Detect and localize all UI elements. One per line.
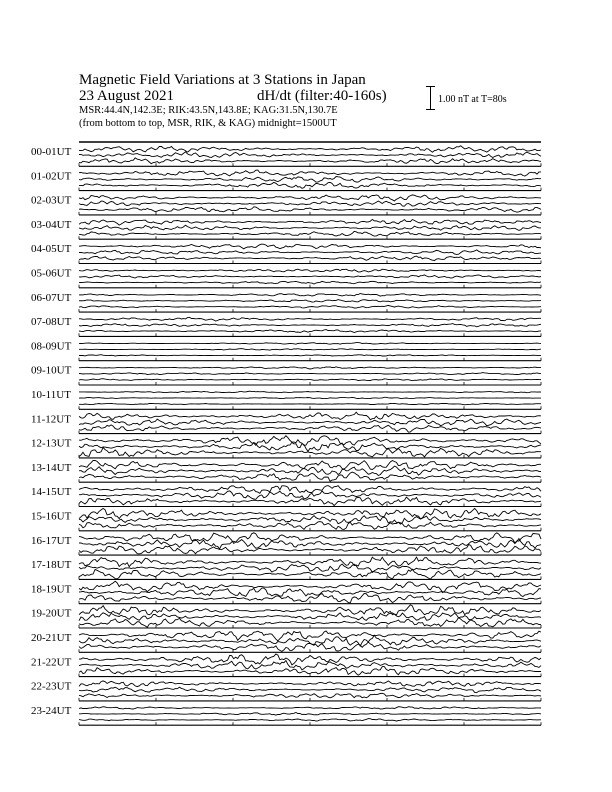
trace-msr xyxy=(79,182,541,188)
trace-kag xyxy=(79,219,541,225)
hour-label: 01-02UT xyxy=(31,170,72,183)
scale-bar-label: 1.00 nT at T=80s xyxy=(438,94,507,105)
trace-rik xyxy=(79,661,541,670)
trace-msr xyxy=(79,256,541,260)
trace-kag xyxy=(79,654,541,665)
hour-label: 13-14UT xyxy=(31,461,72,474)
trace-msr xyxy=(79,379,541,381)
trace-kag xyxy=(79,391,541,393)
trace-kag xyxy=(79,146,541,152)
hour-label: 04-05UT xyxy=(31,243,72,256)
trace-rik xyxy=(79,225,541,230)
hour-label: 16-17UT xyxy=(31,534,72,547)
chart-date: 23 August 2021 xyxy=(79,88,175,104)
trace-kag xyxy=(79,557,541,567)
trace-msr xyxy=(79,719,541,722)
trace-rik xyxy=(79,588,541,597)
trace-rik xyxy=(79,275,541,278)
hour-label: 06-07UT xyxy=(31,291,72,304)
trace-msr xyxy=(79,231,541,236)
trace-msr xyxy=(79,207,541,212)
hour-label: 14-15UT xyxy=(31,486,72,499)
hour-label: 12-13UT xyxy=(31,437,72,450)
station-order-note: (from bottom to top, MSR, RIK, & KAG) midnight=1500UT xyxy=(79,118,337,129)
hour-label: 05-06UT xyxy=(31,267,72,280)
hour-label: 19-20UT xyxy=(31,607,72,620)
trace-msr xyxy=(79,158,541,164)
trace-kag xyxy=(79,707,541,709)
hour-label: 17-18UT xyxy=(31,559,72,572)
trace-kag xyxy=(79,605,541,615)
hour-label: 08-09UT xyxy=(31,340,72,353)
trace-rik xyxy=(79,419,541,426)
trace-kag xyxy=(79,486,541,494)
trace-rik xyxy=(79,300,541,303)
hour-label: 00-01UT xyxy=(31,146,72,158)
trace-kag xyxy=(79,367,541,369)
station-coordinates: MSR:44.4N,142.3E; RIK:43.5N,143.8E; KAG:31.5N,130.7E xyxy=(79,105,338,116)
trace-kag xyxy=(79,681,541,687)
trace-msr xyxy=(79,330,541,333)
trace-rik xyxy=(79,713,541,716)
trace-kag xyxy=(79,294,541,297)
hour-label: 03-04UT xyxy=(31,218,72,231)
trace-kag xyxy=(79,631,541,641)
trace-kag xyxy=(79,412,541,420)
hour-label: 02-03UT xyxy=(31,194,72,207)
hour-label: 11-12UT xyxy=(31,413,71,426)
hour-label: 15-16UT xyxy=(31,510,72,523)
trace-kag xyxy=(79,244,541,249)
trace-rik xyxy=(79,397,541,398)
trace-rik xyxy=(79,201,541,206)
hour-label: 18-19UT xyxy=(31,583,72,596)
trace-rik xyxy=(79,177,541,183)
quantity-label: dH/dt (filter:40-160s) xyxy=(257,88,387,104)
trace-rik xyxy=(79,635,541,646)
hour-label: 07-08UT xyxy=(31,316,72,329)
trace-rik xyxy=(79,564,541,572)
trace-rik xyxy=(79,152,541,158)
hour-label: 10-11UT xyxy=(31,389,71,401)
chart-title: Magnetic Field Variations at 3 Stations in Japan xyxy=(79,72,366,88)
trace-kag xyxy=(79,170,541,176)
trace-rik xyxy=(79,373,541,375)
trace-rik xyxy=(79,516,541,525)
trace-kag xyxy=(79,269,541,272)
trace-rik xyxy=(79,349,541,351)
hour-label: 09-10UT xyxy=(31,364,72,377)
trace-kag xyxy=(79,195,541,201)
trace-kag xyxy=(79,436,541,446)
trace-msr xyxy=(79,305,541,308)
trace-kag xyxy=(79,343,541,345)
trace-rik xyxy=(79,687,541,693)
trace-msr xyxy=(79,281,541,284)
trace-msr xyxy=(79,403,541,404)
trace-kag xyxy=(79,508,541,518)
trace-rik xyxy=(79,324,541,327)
hour-label: 21-22UT xyxy=(31,656,72,669)
trace-msr xyxy=(79,693,541,698)
trace-rik xyxy=(79,250,541,255)
hour-label: 22-23UT xyxy=(31,680,72,693)
trace-kag xyxy=(79,317,541,321)
trace-msr xyxy=(79,355,541,356)
hour-label: 20-21UT xyxy=(31,632,72,644)
hour-label: 23-24UT xyxy=(31,704,72,717)
